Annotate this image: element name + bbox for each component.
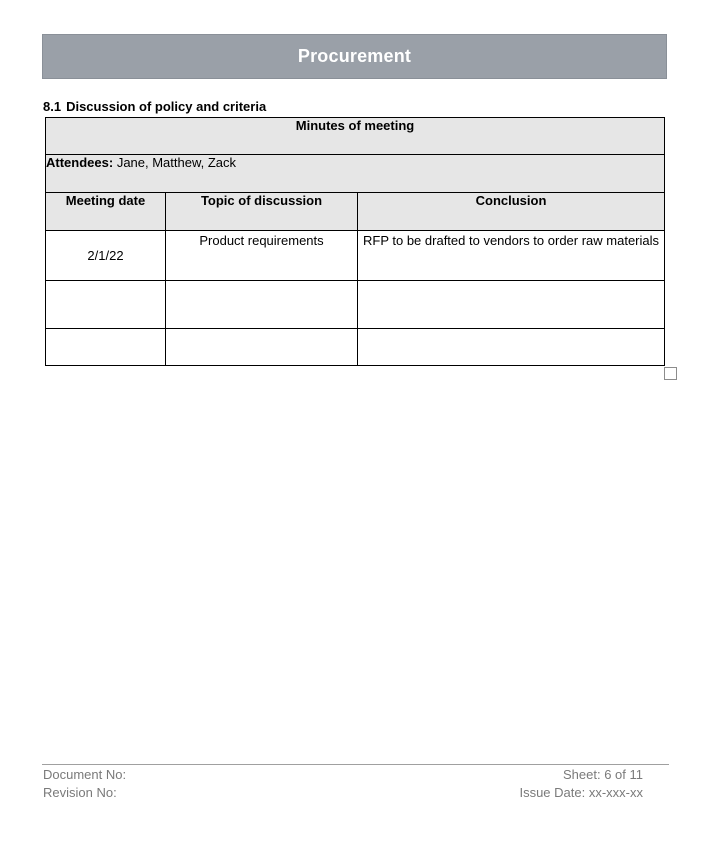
- table-resize-handle[interactable]: [664, 367, 677, 380]
- table-row: [46, 231, 665, 281]
- minutes-table: [45, 117, 665, 366]
- table-row: [46, 281, 665, 329]
- table-row: [46, 329, 665, 366]
- footer-document-no: Document No:: [43, 767, 127, 782]
- cell-topic[interactable]: [166, 281, 358, 329]
- section-heading: [43, 99, 266, 114]
- cell-conclusion[interactable]: [358, 281, 665, 329]
- table-title-row: [46, 118, 665, 155]
- cell-conclusion[interactable]: [358, 329, 665, 366]
- attendees-value: Jane, Matthew, Zack: [116, 155, 237, 170]
- table-header-row: [46, 193, 665, 231]
- column-header-topic: Topic of discussion: [166, 193, 358, 231]
- cell-meeting-date[interactable]: [46, 281, 166, 329]
- table-title: Minutes of meeting: [46, 118, 665, 155]
- cell-meeting-date[interactable]: 2/1/22: [46, 231, 166, 281]
- cell-meeting-date[interactable]: [46, 329, 166, 366]
- section-number: 8.1: [43, 99, 62, 114]
- footer-issue-date: Issue Date: xx-xxx-xx: [519, 785, 643, 800]
- column-header-conclusion: Conclusion: [358, 193, 665, 231]
- footer-divider: [42, 764, 669, 765]
- page-title: Procurement: [297, 46, 412, 66]
- attendees-cell: [46, 155, 665, 193]
- cell-topic[interactable]: Product requirements: [166, 231, 358, 281]
- cell-topic[interactable]: [166, 329, 358, 366]
- footer-sheet: Sheet: 6 of 11: [563, 767, 643, 782]
- section-title: Discussion of policy and criteria: [66, 99, 267, 114]
- footer-revision-no: Revision No:: [43, 785, 117, 800]
- attendees-row: [46, 155, 665, 193]
- cell-conclusion[interactable]: RFP to be drafted to vendors to order raw materials: [358, 231, 665, 281]
- column-header-meeting-date: Meeting date: [46, 193, 166, 231]
- attendees-label: Attendees:: [46, 155, 114, 170]
- header-banner: [42, 34, 667, 79]
